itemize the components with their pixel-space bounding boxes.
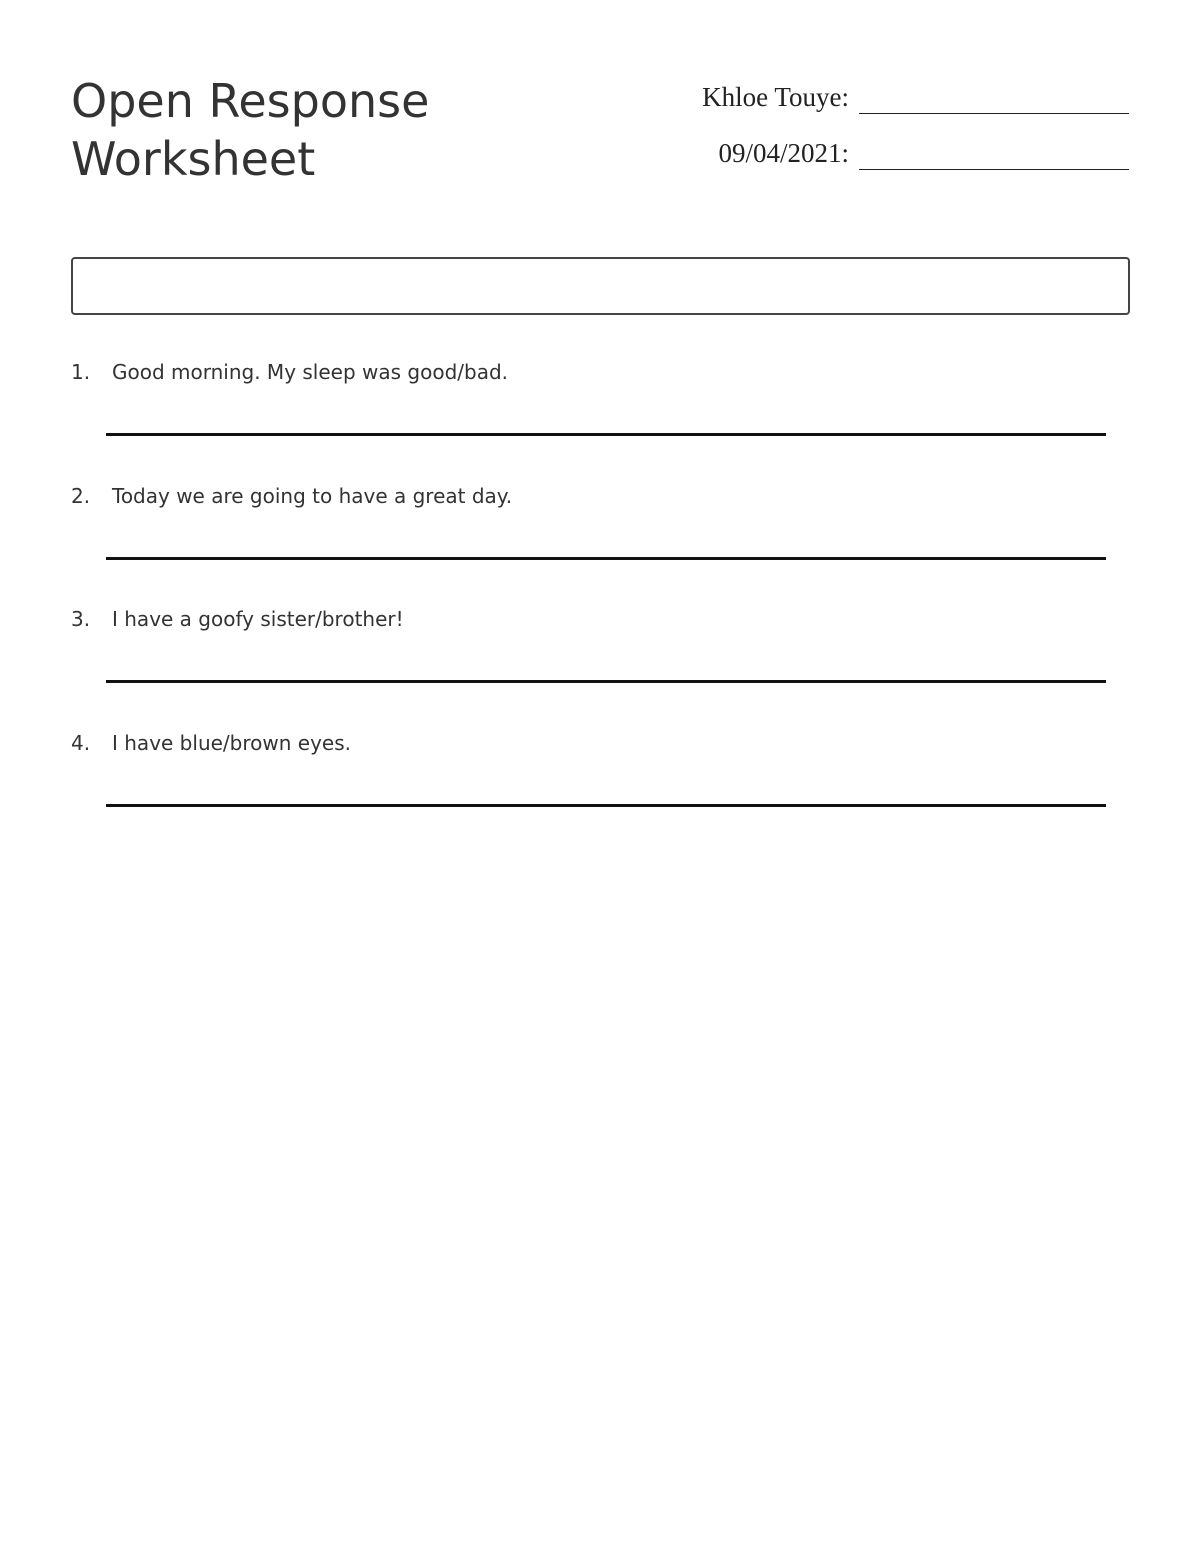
question-list: [71, 355, 1106, 849]
name-blank[interactable]: [859, 113, 1129, 114]
answer-line[interactable]: [106, 680, 1106, 683]
question-number: 2.: [71, 483, 91, 508]
title-line-2: Worksheet: [71, 132, 316, 186]
name-row: [702, 74, 1129, 114]
answer-line[interactable]: [106, 804, 1106, 807]
date-blank[interactable]: [859, 169, 1129, 170]
question-item: [71, 479, 1106, 603]
answer-line[interactable]: [106, 557, 1106, 560]
question-item: [71, 726, 1106, 850]
answer-line[interactable]: [106, 433, 1106, 436]
question-item: [71, 355, 1106, 479]
name-label: Khloe Touye:: [702, 82, 849, 112]
date-row: [702, 130, 1129, 170]
student-info: [702, 74, 1129, 186]
question-number: 1.: [71, 360, 91, 384]
question-number: 3.: [71, 607, 91, 631]
question-text: I have a goofy sister/brother!: [112, 607, 404, 631]
question-text: Good morning. My sleep was good/bad.: [112, 360, 509, 384]
question-number: 4.: [71, 730, 91, 755]
question-text: Today we are going to have a great day.: [112, 483, 513, 508]
title-line-1: Open Response: [71, 74, 430, 128]
question-text: I have blue/brown eyes.: [112, 730, 351, 755]
date-label: 09/04/2021:: [718, 138, 849, 168]
page-title: [71, 72, 591, 188]
question-item: [71, 602, 1106, 726]
instructions-box[interactable]: [71, 257, 1130, 315]
